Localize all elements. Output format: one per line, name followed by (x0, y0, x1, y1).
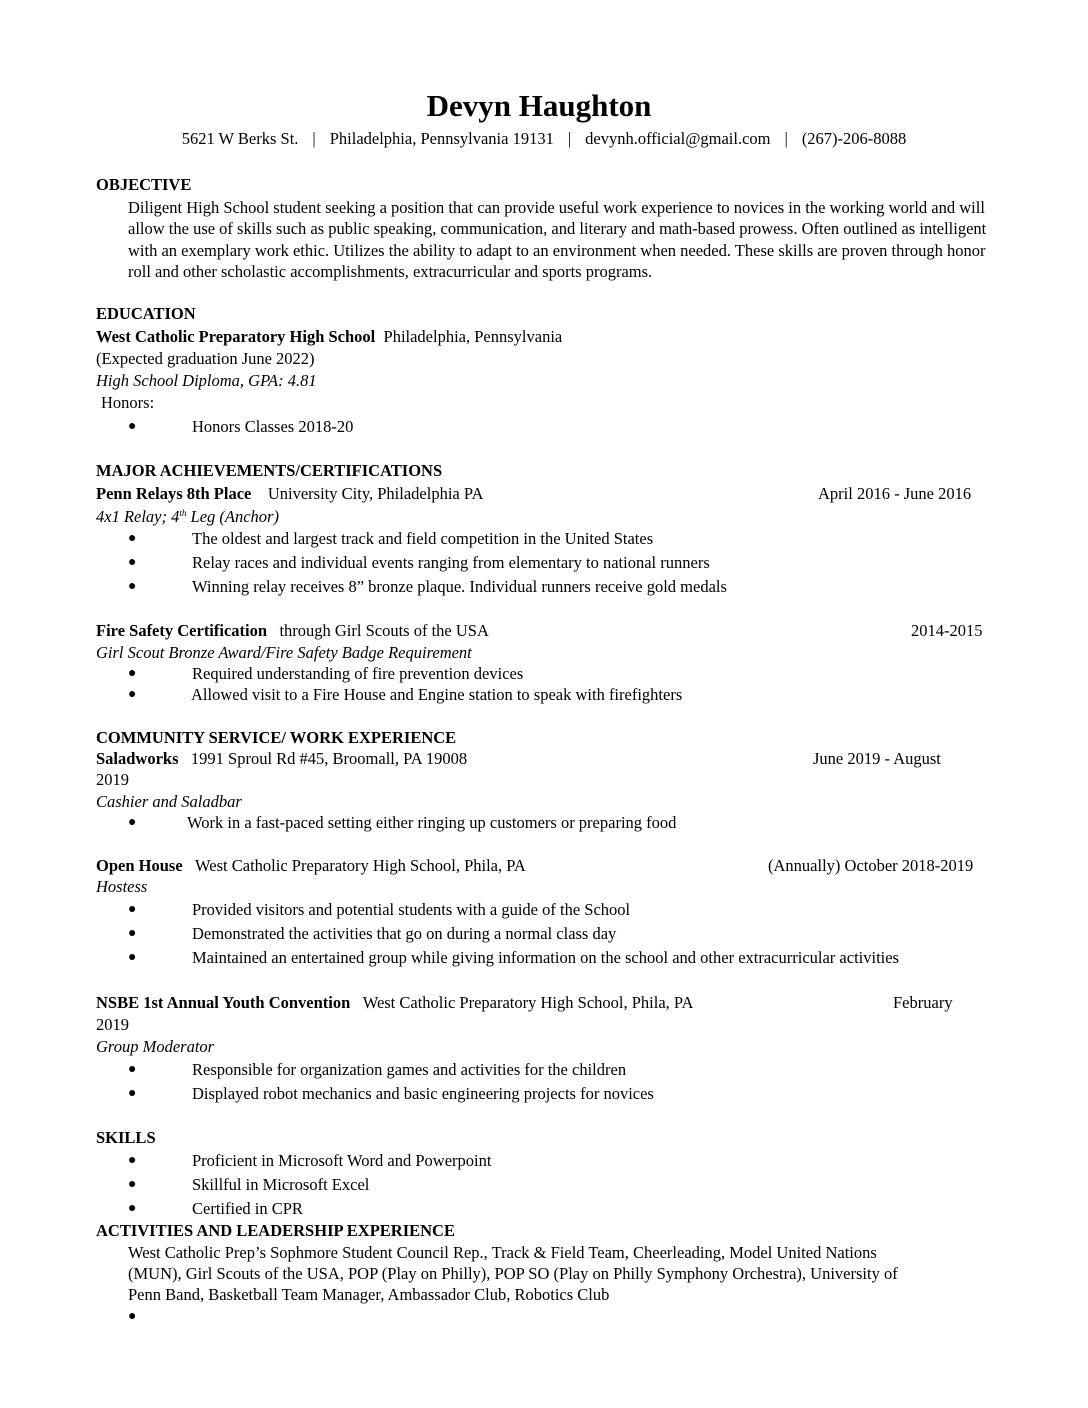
role-text: 4x1 Relay; 4 (96, 507, 180, 526)
separator: | (567, 129, 572, 148)
honors-item: Honors Classes 2018-20 (192, 417, 354, 436)
bullet-icon: ● (128, 579, 137, 594)
job-title-line (96, 993, 693, 1013)
graduation-date: (Expected graduation June 2022) (96, 349, 315, 368)
bullet-icon: ● (128, 1201, 137, 1216)
job-title-line (96, 856, 526, 876)
bullet-icon: ● (128, 1309, 137, 1324)
diploma: High School Diploma, GPA: 4.81 (96, 371, 317, 390)
bullet-icon: ● (128, 902, 137, 917)
job-bullet: Work in a fast-paced setting either ringing up customers or preparing food (187, 813, 677, 832)
achievement-role: Girl Scout Bronze Award/Fire Safety Badge Requirement (96, 643, 472, 662)
bullet-icon: ● (128, 1086, 137, 1101)
job-date-wrap: 2019 (96, 770, 129, 789)
skills-heading: SKILLS (96, 1128, 156, 1147)
achievement-bullet: Relay races and individual events ranging from elementary to national runners (192, 553, 710, 572)
skill-item: Proficient in Microsoft Word and Powerpoint (192, 1151, 492, 1170)
role-text: Leg (Anchor) (186, 507, 279, 526)
job-role: Group Moderator (96, 1037, 215, 1056)
bullet-icon: ● (128, 926, 137, 941)
school-name: West Catholic Preparatory High School (96, 327, 376, 346)
bullet-icon: ● (128, 531, 137, 546)
education-heading: EDUCATION (96, 304, 196, 323)
skill-item: Certified in CPR (192, 1199, 303, 1218)
achievement-bullet: Winning relay receives 8” bronze plaque. Individual runners receive gold medals (192, 577, 727, 596)
achievement-title-line (96, 621, 489, 641)
job-bullet: Maintained an entertained group while giving information on the school and other extracurricular activities (192, 948, 899, 967)
phone: (267)-206-8088 (801, 129, 907, 148)
job-date-wrap: 2019 (96, 1015, 129, 1034)
job-date: February (893, 993, 953, 1012)
job-bullet: Demonstrated the activities that go on during a normal class day (192, 924, 617, 943)
objective-heading: OBJECTIVE (96, 175, 192, 194)
bullet-icon: ● (128, 950, 137, 965)
bullet-icon: ● (128, 687, 137, 702)
bullet-icon: ● (128, 815, 137, 830)
bullet-icon: ● (128, 1153, 137, 1168)
job-title-line (96, 749, 467, 769)
school-location: Philadelphia, Pennsylvania (383, 327, 563, 346)
separator: | (784, 129, 788, 148)
job-title: Saladworks (96, 749, 179, 768)
community-heading: COMMUNITY SERVICE/ WORK EXPERIENCE (96, 728, 457, 747)
achievement-bullet: Required understanding of fire prevention devices (192, 664, 524, 683)
objective-text: Diligent High School student seeking a position that can provide useful work experience to novices in the working world and will allow the use of skills such as public speaking, communication, and literary and math-based prowess. Often outlined as intelligent with an exemplary work ethic. Utilizes the ability to adapt to an environment when needed. These skills are proven through honor roll and other scholastic accomplishments, extracurricular and sports programs. (128, 198, 987, 281)
skill-item: Skillful in Microsoft Excel (192, 1175, 370, 1194)
activities-text-line: West Catholic Prep’s Sophmore Student Council Rep., Track & Field Team, Cheerleading, Model United Nations (128, 1243, 877, 1262)
contact-line (0, 129, 1088, 149)
job-date: June 2019 - August (813, 749, 941, 768)
achievement-date: April 2016 - June 2016 (818, 484, 972, 503)
bullet-icon: ● (128, 1177, 137, 1192)
achievement-location: through Girl Scouts of the USA (279, 621, 489, 640)
separator: | (312, 129, 316, 148)
bullet-icon: ● (128, 555, 137, 570)
activities-text-line: (MUN), Girl Scouts of the USA, POP (Play on Philly), POP SO (Play on Philly Symphony Orchestra), University of (128, 1264, 898, 1283)
activities-heading: ACTIVITIES AND LEADERSHIP EXPERIENCE (96, 1221, 455, 1240)
job-location: 1991 Sproul Rd #45, Broomall, PA 19008 (190, 749, 468, 768)
role-superscript: th (179, 508, 187, 518)
job-bullet: Displayed robot mechanics and basic engineering projects for novices (192, 1084, 654, 1103)
achievement-date: 2014-2015 (911, 621, 983, 640)
bullet-icon: ● (128, 1062, 137, 1077)
job-location: West Catholic Preparatory High School, Phila, PA (195, 856, 526, 875)
bullet-icon: ● (128, 666, 137, 681)
job-role: Hostess (96, 877, 148, 896)
candidate-name: Devyn Haughton (426, 88, 652, 123)
achievement-bullet: Allowed visit to a Fire House and Engine station to speak with firefighters (191, 685, 683, 704)
activities-text-line: Penn Band, Basketball Team Manager, Ambassador Club, Robotics Club (128, 1285, 610, 1304)
address: 5621 W Berks St. (181, 129, 299, 148)
job-bullet: Provided visitors and potential students with a guide of the School (192, 900, 631, 919)
city: Philadelphia, Pennsylvania 19131 (329, 129, 554, 148)
bullet-icon: ● (128, 419, 137, 434)
email-link[interactable]: devynh.official@gmail.com (585, 129, 771, 148)
job-location: West Catholic Preparatory High School, Phila, PA (362, 993, 694, 1012)
education-school-line (96, 327, 562, 347)
job-title: Open House (96, 856, 183, 875)
honors-label: Honors: (101, 393, 155, 412)
achievement-title-line (96, 484, 483, 504)
job-role: Cashier and Saladbar (96, 792, 242, 811)
achievement-title: Fire Safety Certification (96, 621, 268, 640)
achievement-bullet: The oldest and largest track and field competition in the United States (192, 529, 654, 548)
achievement-title: Penn Relays 8th Place (96, 484, 252, 503)
job-title: NSBE 1st Annual Youth Convention (96, 993, 351, 1012)
achievement-role (96, 507, 279, 527)
achievements-heading: MAJOR ACHIEVEMENTS/CERTIFICATIONS (96, 461, 443, 480)
achievement-location: University City, Philadelphia PA (267, 484, 484, 503)
job-bullet: Responsible for organization games and activities for the children (192, 1060, 627, 1079)
job-date: (Annually) October 2018-2019 (768, 856, 974, 875)
